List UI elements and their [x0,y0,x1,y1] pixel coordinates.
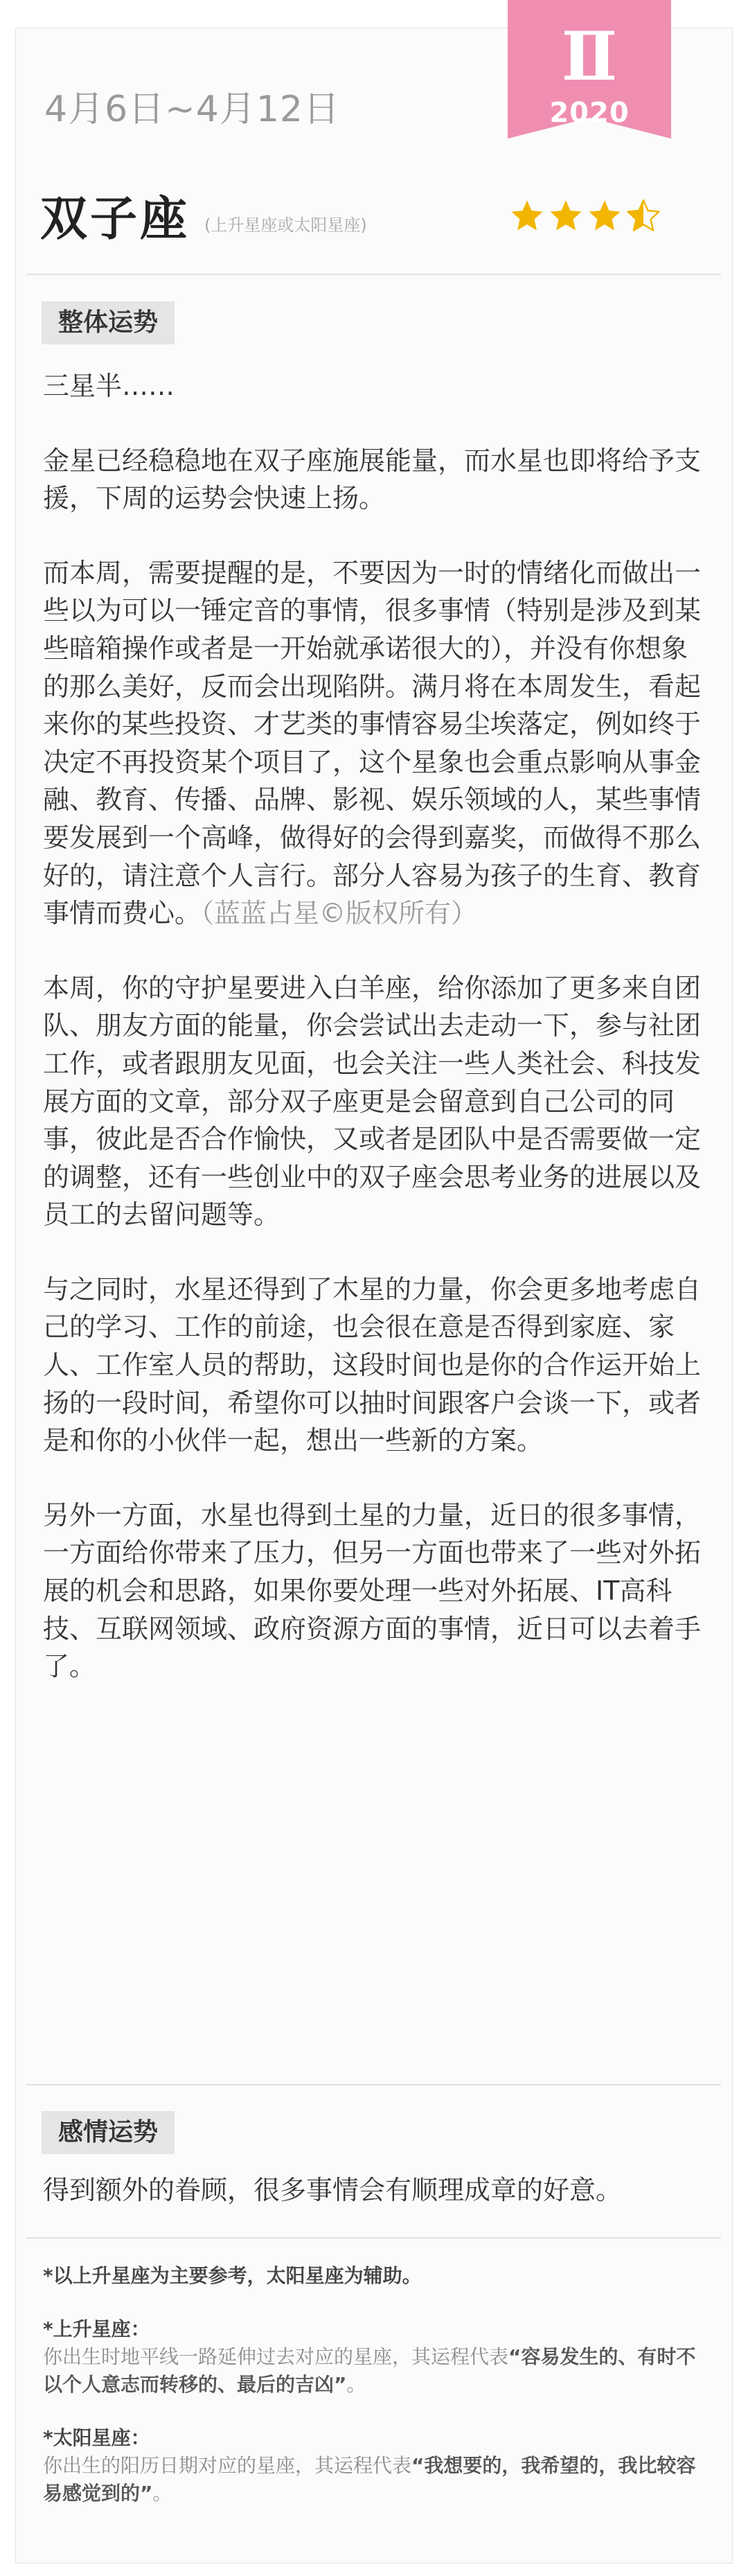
note-ascendant-end: 。 [346,2373,366,2396]
overall-paragraph: 本周，你的守护星要进入白羊座，给你添加了更多来自团队、朋友方面的能量，你会尝试出去走动一下，参与社团工作，或者跟朋友见面，也会关注一些人类社会、科技发展方面的文章，部分双子座更是会留意到自己公司的同事，彼此是否合作愉快，又或者是团队中是否需要做一定的调整，还有一些创业中的双子座会思考业务的进展以及员工的去留问题等。 [43,972,702,1230]
badge-year: 2020 [549,97,630,129]
love-fortune-label: 感情运势 [42,2111,175,2154]
sign-subtitle: (上升星座或太阳星座) [204,215,367,235]
star-rating [510,198,661,240]
divider [26,2084,721,2085]
note-sun-end: 。 [152,2482,172,2505]
half-star-icon [626,198,661,233]
overall-paragraph: 另外一方面，水星也得到土星的力量，近日的很多事情，一方面给你带来了压力，但另一方面也带来了一些对外拓展的机会和思路，如果你要处理一些对外拓展、IT高科技、互联网领域、政府资源方面的事情，近日可以去着手了。 [43,1499,702,1682]
zodiac-badge [508,0,671,139]
overall-fortune-label: 整体运势 [42,301,175,344]
star-icon [587,198,622,233]
date-range: 4月6日~4月12日 [44,89,340,130]
divider [26,2237,721,2239]
note-sun-text [43,2452,708,2507]
star-icon [549,198,583,233]
overall-paragraph: 三星半…… [43,371,175,401]
overall-paragraph: 与之同时，水星还得到了木星的力量，你会更多地考虑自己的学习、工作的前途，也会很在意是否得到家庭、家人、工作室人员的帮助，这段时间也是你的合作运开始上扬的一段时间，希望你可以抽时间跟客户会谈一下，或者是和你的小伙伴一起，想出一些新的方案。 [43,1273,702,1456]
love-paragraph: 得到额外的眷顾，很多事情会有顺理成章的好意。 [43,2175,623,2205]
star-icon [510,198,544,233]
copyright-note: （蓝蓝占星©版权所有） [201,898,478,929]
note-sun-desc: 你出生的阳历日期对应的星座，其运程代表 [43,2454,412,2477]
gemini-symbol: Ⅱ [561,17,618,96]
overall-paragraph: 金星已经稳稳地在双子座施展能量，而水星也即将给予支援，下周的运势会快速上扬。 [43,445,702,514]
note-sun-quote: “我想要的，我希望的，我比较容易感觉到的” [43,2454,696,2505]
sign-name: 双子座 [40,192,190,247]
overall-paragraph-text: 而本周，需要提醒的是，不要因为一时的情绪化而做出一些以为可以一锤定音的事情，很多事情（特别是涉及到某些暗箱操作或者是一开始就承诺很大的），并没有你想象的那么美好，反而会出现陷阱。满月将在本周发生，看起来你的某些投资、才艺类的事情容易尘埃落定，例如终于决定不再投资某个项目了，这个星象也会重点影响从事金融、教育、传播、品牌、影视、娱乐领域的人，某些事情要发展到一个高峰，做得好的会得到嘉奖，而做得不那么好的，请注意个人言行。部分人容易为孩子的生育、教育事情而费心。 [43,557,702,929]
love-fortune-text [43,2171,708,2209]
notes [43,2262,708,2533]
note-ascendant-desc: 你出生时地平线一路延伸过去对应的星座，其运程代表 [43,2345,509,2368]
note-ascendant-text [43,2343,708,2399]
divider [26,274,721,275]
overall-paragraph [43,554,708,933]
note-main: *以上升星座为主要参考，太阳星座为辅助。 [43,2264,422,2287]
note-ascendant-title: *上升星座： [43,2318,150,2340]
note-ascendant-quote: “容易发生的、有时不以个人意志而转移的、最后的吉凶” [43,2345,696,2396]
overall-fortune-text [43,367,708,1722]
note-sun-title: *太阳星座： [43,2426,150,2449]
